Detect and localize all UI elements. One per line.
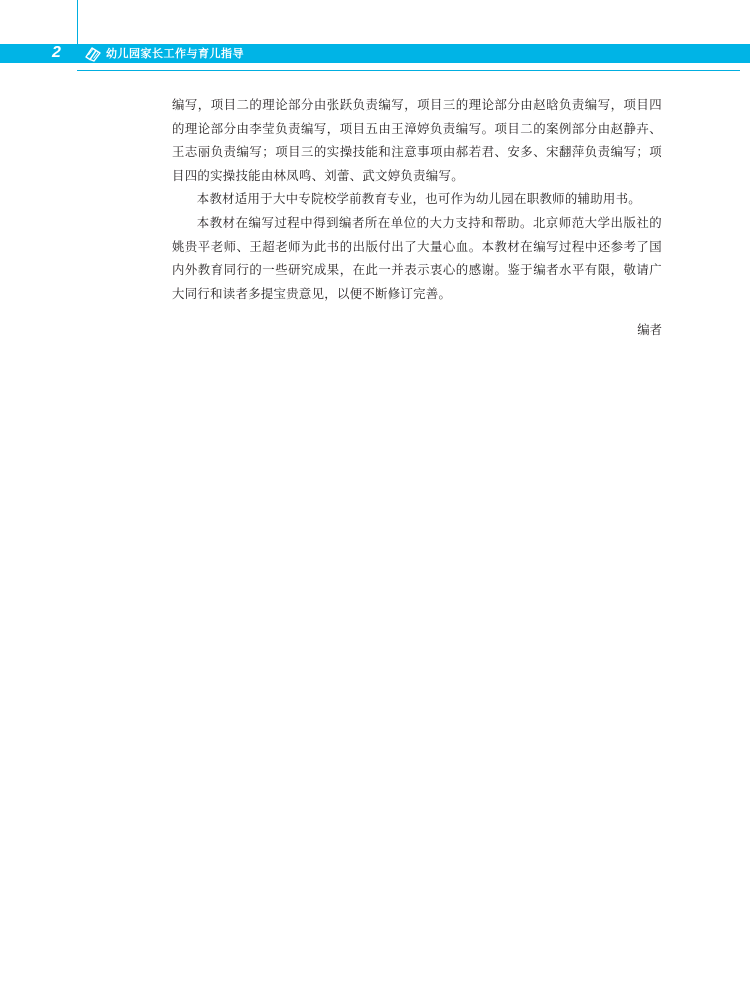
header-vertical-rule [77, 0, 78, 44]
page-number: 2 [52, 44, 61, 61]
preface-body [172, 93, 662, 342]
paragraph-audience: 本教材适用于大中专院校学前教育专业，也可作为幼儿园在职教师的辅助用书。 [196, 191, 641, 207]
header-underline [77, 70, 740, 71]
signature: 编者 [637, 322, 662, 338]
running-title: 幼儿园家长工作与育儿指导 [106, 47, 244, 60]
paragraph-authors: 编写，项目二的理论部分由张跃负责编写，项目三的理论部分由赵晗负责编写，项目四的理论部分由李莹负责编写，项目五由王漳婷负责编写。项目二的案例部分由赵静卉、王志丽负责编写；项目三的实操技能和注意事项由郝若君、安多、宋翻萍负责编写；项目四的实操技能由林凤鸣、刘蕾、武文婷负责编写。 [172, 97, 662, 183]
book-icon [84, 45, 102, 62]
paragraph-acknowledgements: 本教材在编写过程中得到编者所在单位的大力支持和帮助。北京师范大学出版社的姚贵平老师、王超老师为此书的出版付出了大量心血。本教材在编写过程中还参考了国内外教育同行的一些研究成果，在此一并表示衷心的感谢。鉴于编者水平有限，敬请广大同行和读者多提宝贵意见，以便不断修订完善。 [172, 214, 662, 301]
